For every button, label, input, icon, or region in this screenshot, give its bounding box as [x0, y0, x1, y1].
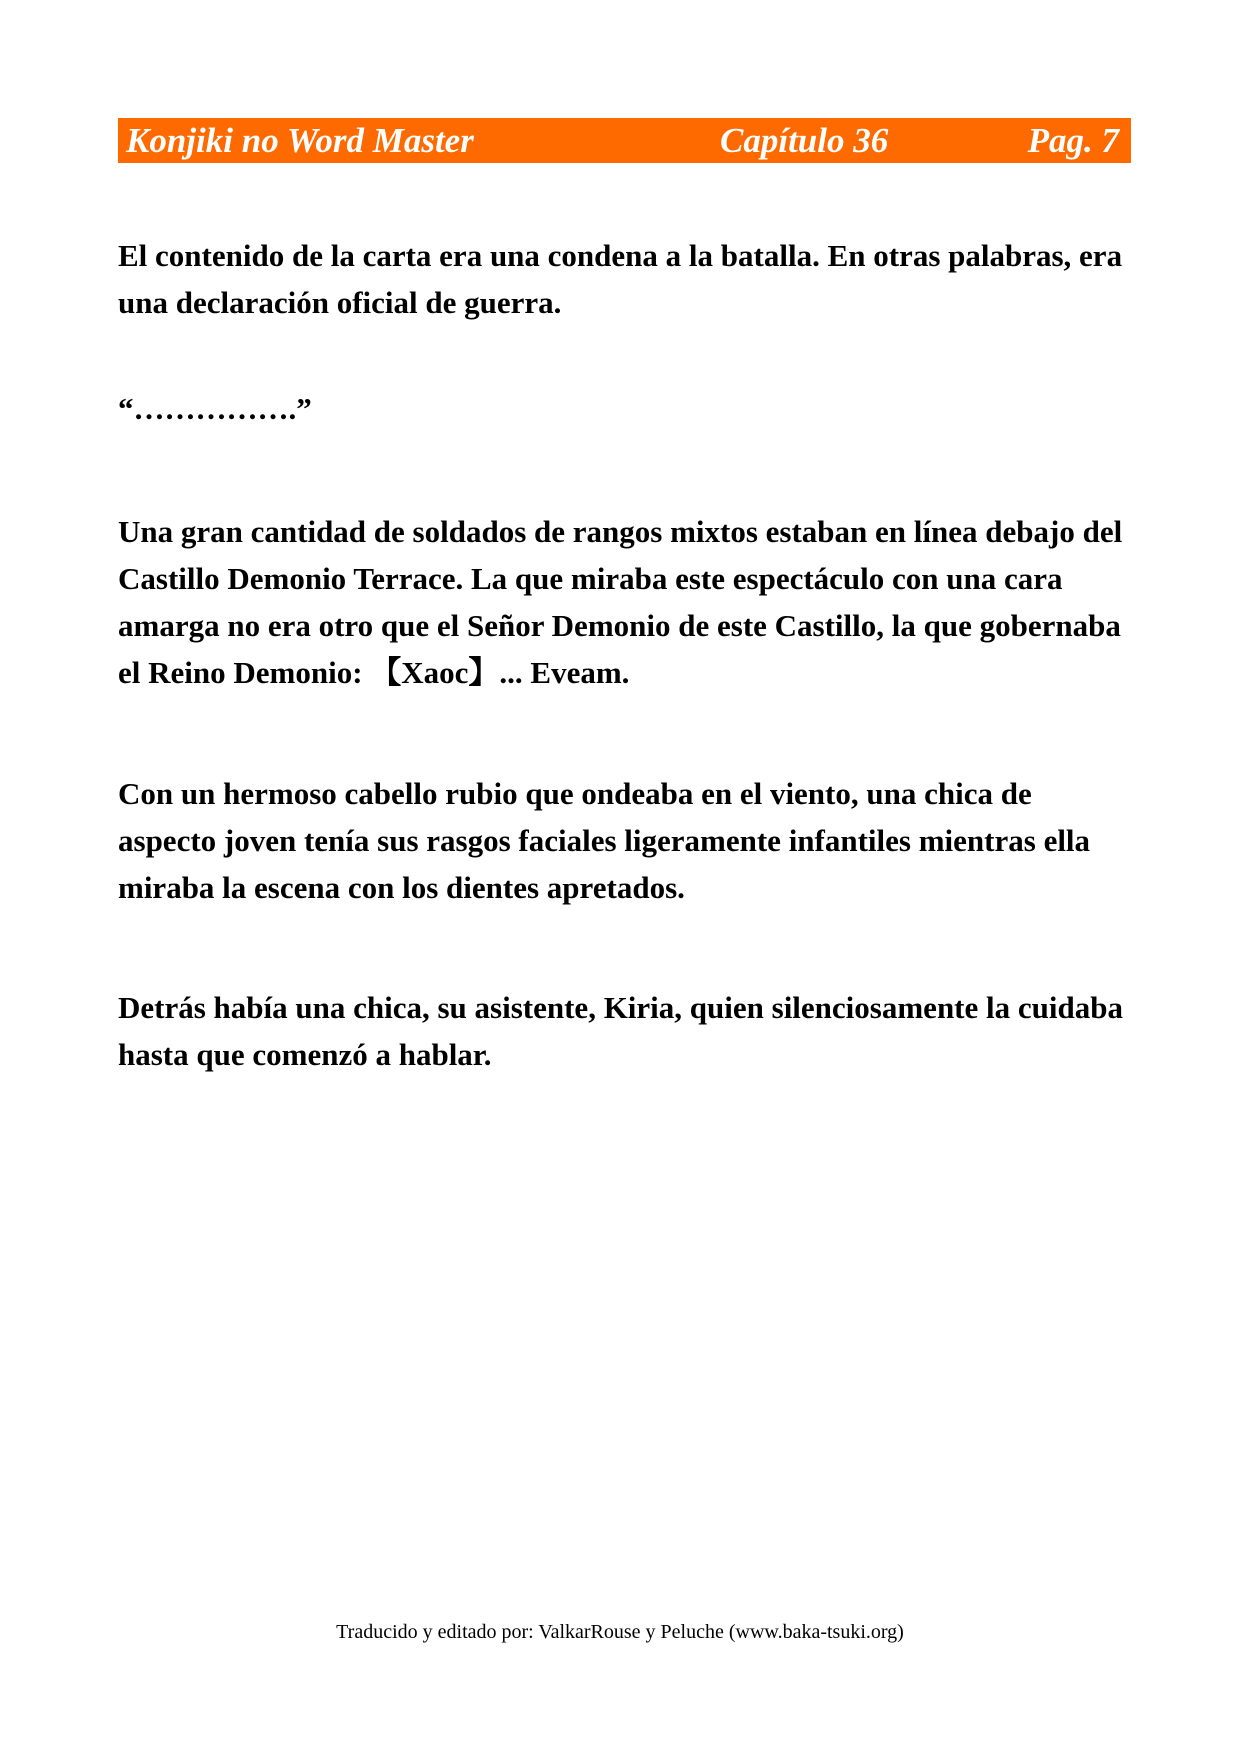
book-title: Konjiki no Word Master [126, 121, 474, 160]
paragraph-4: Con un hermoso cabello rubio que ondeaba en el viento, una chica de aspecto joven tenía sus rasgos faciales ligeramente infantiles mientras ella miraba la escena con los dientes apretados. [118, 776, 1091, 905]
paragraph-2: “…………….” [118, 391, 312, 426]
paragraph-5: Detrás había una chica, su asistente, Kiria, quien silenciosamente la cuidaba hasta que comenzó a hablar. [118, 990, 1123, 1072]
footer-credit: Traducido y editado por: ValkarRouse y Peluche (www.baka-tsuki.org) [336, 1621, 904, 1643]
paragraph-3: Una gran cantidad de soldados de rangos mixtos estaban en línea debajo del Castillo Demonio Terrace. La que miraba este espectáculo con una cara amarga no era otro que el Señor Demonio de este Castillo, la que gobernaba el Reino Demonio: 【Xaoc】... Eveam. [118, 514, 1123, 690]
paragraph-1: El contenido de la carta era una condena a la batalla. En otras palabras, era una declaración oficial de guerra. [118, 238, 1123, 320]
page-number: Pag. 7 [1027, 121, 1119, 160]
chapter-label: Capítulo 36 [720, 121, 889, 160]
page-header [118, 118, 1131, 163]
